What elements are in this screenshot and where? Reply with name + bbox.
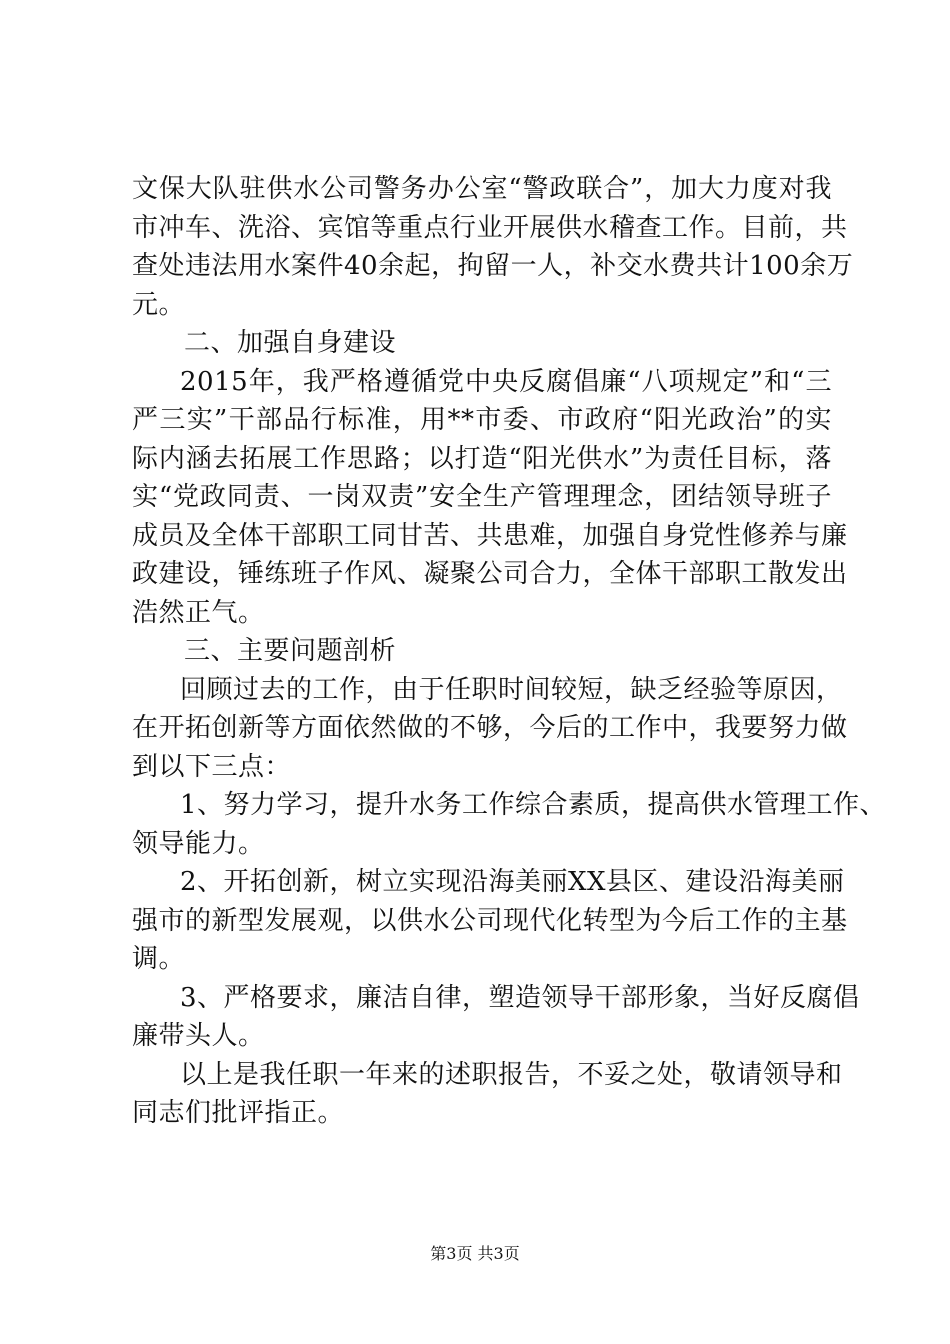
body-line: 调。 [132, 944, 186, 974]
page-number-footer: 第3页 共3页 [430, 1244, 520, 1263]
body-line: 成员及全体干部职工同甘苦、共患难，加强自身党性修养与廉 [132, 520, 848, 551]
body-line: 查处违法用水案件40余起，拘留一人，补交水费共计100余万 [132, 251, 854, 281]
body-line: 政建设，锤练班子作风、凝聚公司合力，全体干部职工散发出 [132, 559, 848, 589]
body-line: 强市的新型发展观，以供水公司现代化转型为今后工作的主基 [132, 905, 848, 936]
body-line: 领导能力。 [132, 828, 265, 859]
body-line: 以上是我任职一年来的述职报告，不妥之处，敬请领导和 [180, 1059, 843, 1090]
body-line: 廉带头人。 [132, 1021, 265, 1051]
body-line: 严三实”干部品行标准，用**市委、市政府“阳光政治”的实 [132, 405, 832, 435]
body-line: 到以下三点： [132, 751, 292, 782]
document-body [132, 170, 887, 1133]
list-item: 3、严格要求，廉洁自律，塑造领导干部形象，当好反腐倡 [180, 982, 860, 1013]
body-line: 市冲车、洗浴、宾馆等重点行业开展供水稽查工作。目前，共 [132, 212, 848, 243]
body-line: 回顾过去的工作，由于任职时间较短，缺乏经验等原因， [180, 674, 843, 705]
list-item: 1、努力学习，提升水务工作综合素质，提高供水管理工作、 [180, 790, 887, 820]
body-line: 际内涵去拓展工作思路；以打造“阳光供水”为责任目标，落 [132, 443, 832, 474]
body-line: 2015年，我严格遵循党中央反腐倡廉“八项规定”和“三 [180, 366, 832, 397]
body-line: 实“党政同责、一岗双责”安全生产管理理念，团结领导班子 [132, 482, 832, 512]
body-line: 在开拓创新等方面依然做的不够，今后的工作中，我要努力做 [132, 713, 848, 743]
body-line: 浩然正气。 [132, 597, 265, 628]
body-line: 同志们批评指正。 [132, 1098, 345, 1128]
body-line: 文保大队驻供水公司警务办公室“警政联合”，加大力度对我 [132, 174, 832, 204]
section-heading: 二、加强自身建设 [184, 328, 397, 358]
list-item: 2、开拓创新，树立实现沿海美丽XX县区、建设沿海美丽 [180, 867, 845, 897]
section-heading: 三、主要问题剖析 [184, 636, 397, 666]
body-line: 元。 [132, 289, 186, 320]
